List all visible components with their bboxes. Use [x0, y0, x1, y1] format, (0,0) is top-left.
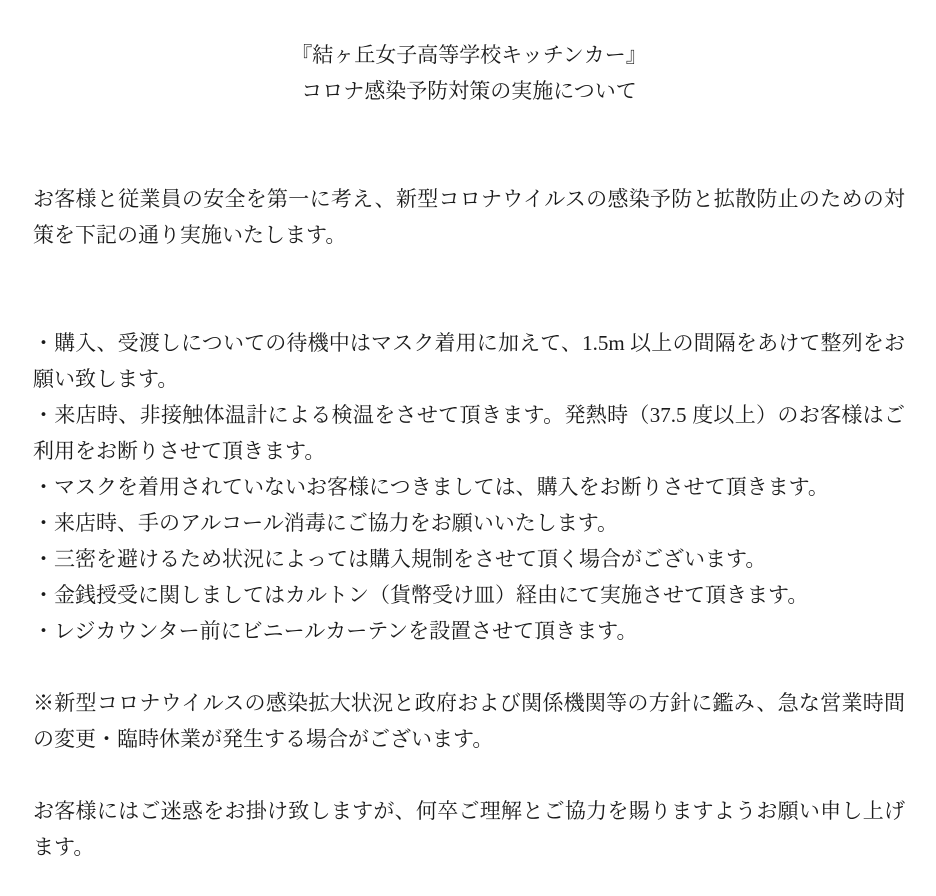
measure-item-purchase-limit: ・三密を避けるため状況によっては購入規制をさせて頂く場合がございます。: [33, 547, 767, 571]
measure-item-temperature-check: ・来店時、非接触体温計による検温をさせて頂きます。発熱時（37.5 度以上）のお客様はご利用をお断りさせて頂きます。: [33, 403, 905, 463]
document-title-block: [33, 37, 905, 109]
measure-item-vinyl-curtain: ・レジカウンター前にビニールカーテンを設置させて頂きます。: [33, 619, 638, 643]
measure-item-hand-sanitizer: ・来店時、手のアルコール消毒にご協力をお願いいたします。: [33, 511, 619, 535]
measure-item-queue-spacing: ・購入、受渡しについての待機中はマスク着用に加えて、1.5m 以上の間隔をあけて整列をお願い致します。: [33, 331, 905, 391]
measures-list: [33, 325, 905, 649]
closing-paragraph: お客様にはご迷惑をお掛け致しますが、何卒ご理解とご協力を賜りますようお願い申し上げます。: [33, 799, 905, 859]
title-line-2: コロナ感染予防対策の実施について: [301, 79, 637, 103]
title-line-1: 『結ヶ丘女子高等学校キッチンカー』: [291, 43, 647, 67]
intro-paragraph: お客様と従業員の安全を第一に考え、新型コロナウイルスの感染予防と拡散防止のための対策を下記の通り実施いたします。: [33, 187, 905, 247]
measure-item-cash-tray: ・金銭授受に関しましてはカルトン（貨幣受け皿）経由にて実施させて頂きます。: [33, 583, 809, 607]
measure-item-mask-required: ・マスクを着用されていないお客様につきましては、購入をお断りさせて頂きます。: [33, 475, 829, 499]
note-paragraph: ※新型コロナウイルスの感染拡大状況と政府および関係機関等の方針に鑑み、急な営業時間の変更・臨時休業が発生する場合がございます。: [33, 691, 905, 751]
